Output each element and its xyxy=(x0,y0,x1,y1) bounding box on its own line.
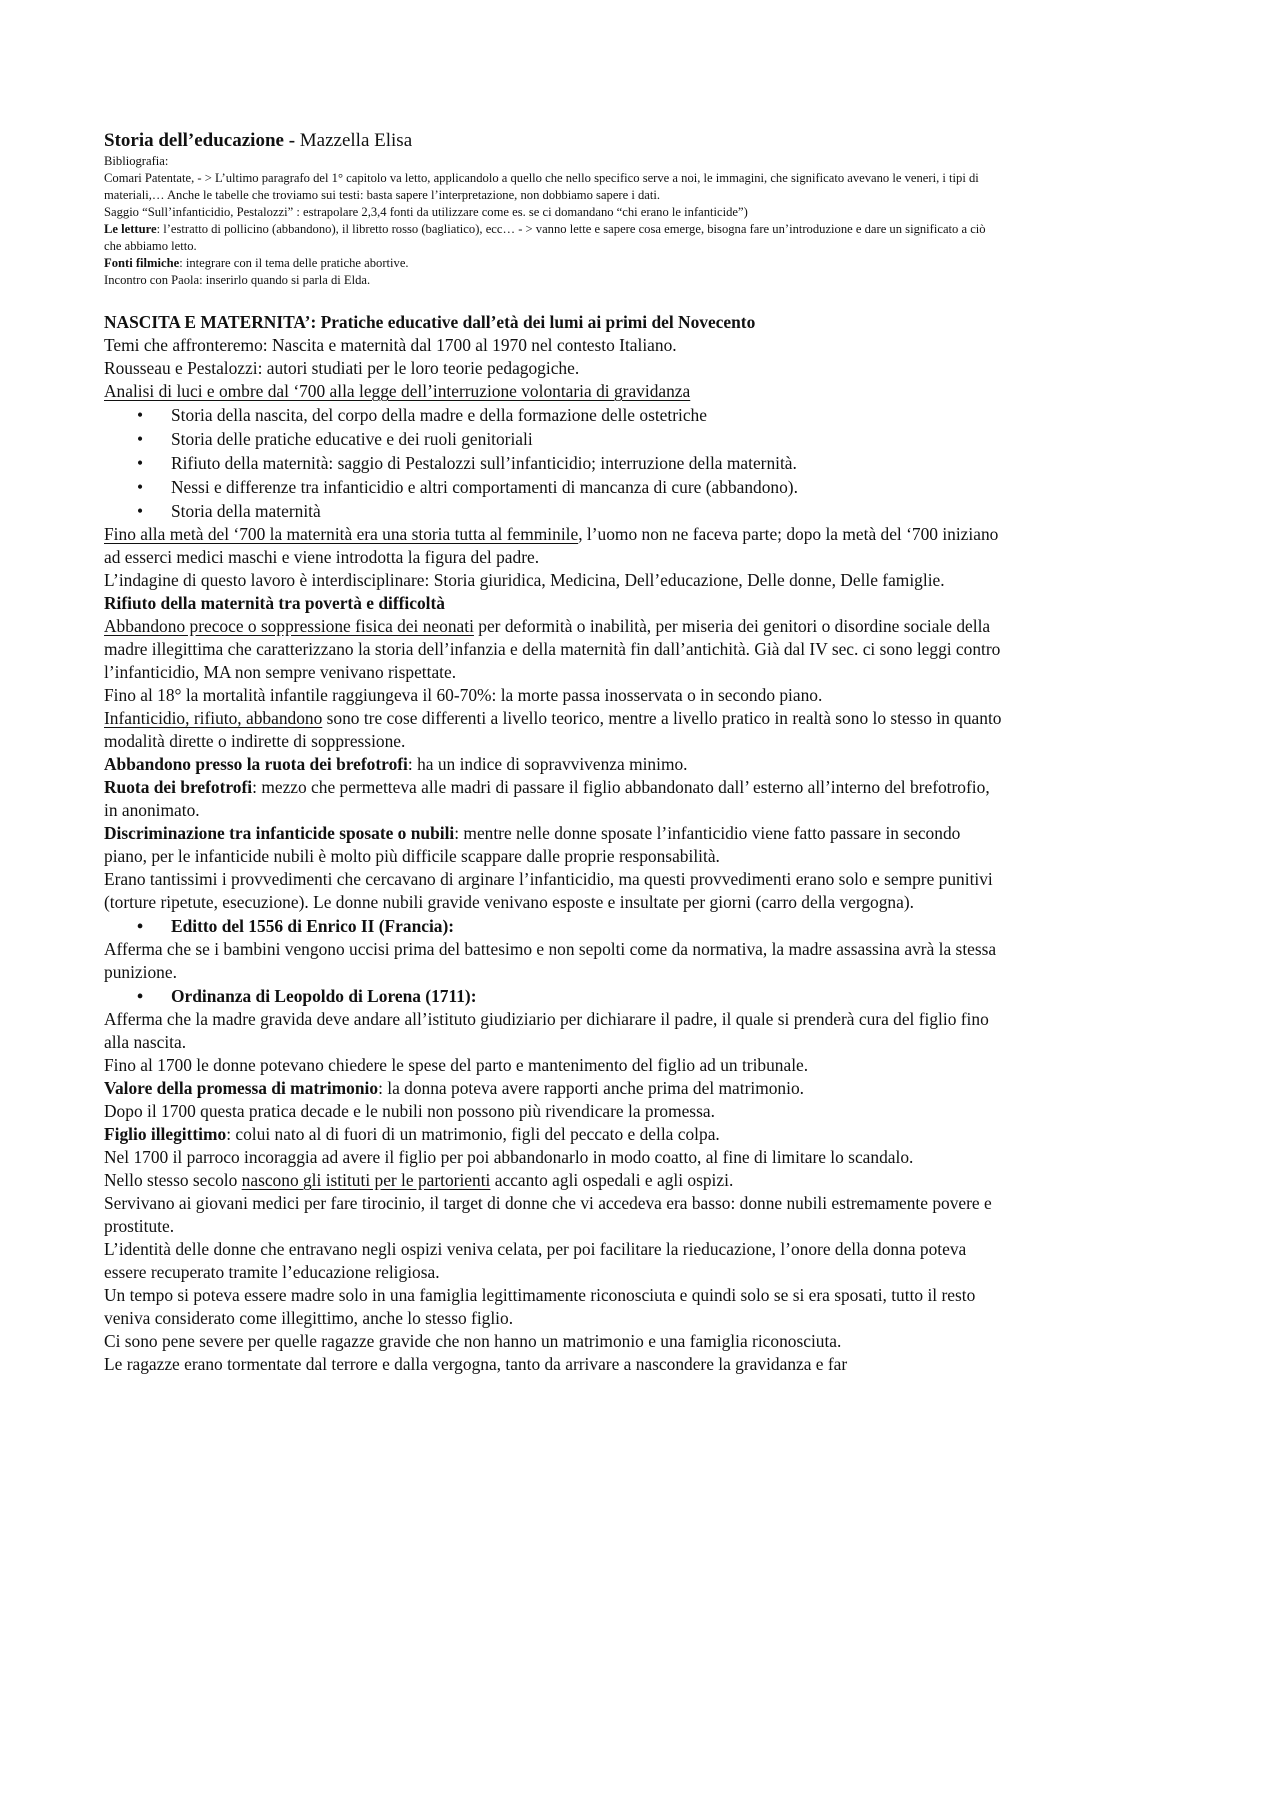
fonti-line xyxy=(104,255,1004,272)
list-item xyxy=(104,451,1004,475)
law-list xyxy=(104,984,1004,1008)
underlined-text: Infanticidio, rifiuto, abbandono xyxy=(104,708,323,728)
paragraph: Afferma che la madre gravida deve andare all’istituto giudiziario per dichiarare il padre, il quale si prenderà cura del figlio fino alla nascita. xyxy=(104,1009,989,1052)
paragraph: Nel 1700 il parroco incoraggia ad avere il figlio per poi abbandonarlo in modo coatto, al fine di limitare lo scandalo. xyxy=(104,1147,914,1167)
list-item-text: Editto del 1556 di Enrico II (Francia): xyxy=(171,916,455,936)
list-item-text: Storia delle pratiche educative e dei ruoli genitoriali xyxy=(171,429,533,449)
list-item xyxy=(104,475,1004,499)
paragraph xyxy=(104,776,1004,822)
paragraph-text: , l’uomo non ne faceva parte; dopo la metà del ‘700 iniziano ad esserci medici maschi e viene introdotta la figura del padre. xyxy=(104,524,999,567)
paragraph-text: sono tre cose differenti a livello teorico, mentre a livello pratico in realtà sono lo stesso in quanto modalità dirette o indirette di soppressione. xyxy=(104,708,1002,751)
bullet-icon: • xyxy=(137,501,144,521)
list-item xyxy=(104,914,1004,938)
list-item-text: Nessi e differenze tra infanticidio e altri comportamenti di mancanza di cure (abbandono). xyxy=(171,477,798,497)
bibliography-line: Comari Patentate, - > L’ultimo paragrafo del 1° capitolo va letto, applicandolo a quello che nello specifico serve a noi, le immagini, che significato avevano le veneri, i tipi di materiali,… Anche le tabelle che troviamo sui testi: basta sapere l’interpretazione, non dobbiamo sapere i dati. xyxy=(104,171,979,202)
underlined-text: Abbandono precoce o soppressione fisica dei neonati xyxy=(104,616,474,636)
paragraph: L’identità delle donne che entravano negli ospizi veniva celata, per poi facilitare la rieducazione, l’onore della donna poteva essere recuperato tramite l’educazione religiosa. xyxy=(104,1239,967,1282)
paragraph-text: accanto agli ospedali e agli ospizi. xyxy=(490,1170,734,1190)
bold-term: Discriminazione tra infanticide sposate o nubili xyxy=(104,823,455,843)
underlined-text: Fino alla metà del ‘700 la maternità era una storia tutta al femminile xyxy=(104,524,579,544)
bold-term: Abbandono presso la ruota dei brefotrofi xyxy=(104,754,408,774)
paragraph: Rousseau e Pestalozzi: autori studiati per le loro teorie pedagogiche. xyxy=(104,358,580,378)
paragraph: L’indagine di questo lavoro è interdisciplinare: Storia giuridica, Medicina, Dell’educazione, Delle donne, Delle famiglie. xyxy=(104,570,945,590)
paragraph: Ci sono pene severe per quelle ragazze gravide che non hanno un matrimonio e una famiglia riconosciuta. xyxy=(104,1331,842,1351)
bullet-icon: • xyxy=(137,429,144,449)
paragraph: Fino al 1700 le donne potevano chiedere le spese del parto e mantenimento del figlio ad un tribunale. xyxy=(104,1055,809,1075)
paragraph-text: : ha un indice di sopravvivenza minimo. xyxy=(407,754,688,774)
paragraph xyxy=(104,380,1004,403)
bullet-icon: • xyxy=(137,453,144,473)
list-item xyxy=(104,427,1004,451)
paragraph: Servivano ai giovani medici per fare tirocinio, il target di donne che vi accedeva era basso: donne nubili estremamente povere e prostitute. xyxy=(104,1193,992,1236)
bullet-icon: • xyxy=(137,916,144,936)
bibliography-label: Bibliografia: xyxy=(104,154,169,168)
list-item-text: Storia della nascita, del corpo della madre e della formazione delle ostetriche xyxy=(171,405,707,425)
letture-text: : l’estratto di pollicino (abbandono), il libretto rosso (bagliatico), ecc… - > vanno lette e sapere cosa emerge, bisogna fare un’introduzione e dare un significato a ciò che abbiamo letto. xyxy=(104,222,986,253)
paragraph: Erano tantissimi i provvedimenti che cercavano di arginare l’infanticidio, ma questi provvedimenti erano solo e sempre punitivi (torture ripetute, esecuzione). Le donne nubili gravide venivano esposte e insultate per giorni (carro della vergogna). xyxy=(104,869,993,912)
list-item-text: Rifiuto della maternità: saggio di Pestalozzi sull’infanticidio; interruzione della maternità. xyxy=(171,453,797,473)
section-heading: NASCITA E MATERNITA’: Pratiche educative dall’età dei lumi ai primi del Novecento xyxy=(104,312,756,332)
document-title xyxy=(104,129,1004,153)
paragraph: Fino al 18° la mortalità infantile raggiungeva il 60-70%: la morte passa inosservata o in secondo piano. xyxy=(104,685,823,705)
letture-label: Le letture xyxy=(104,222,157,236)
paragraph-text: : mezzo che permetteva alle madri di passare il figlio abbandonato dall’ esterno all’interno del brefotrofio, in anonimato. xyxy=(104,777,990,820)
paragraph xyxy=(104,1169,1004,1192)
topics-list xyxy=(104,403,1004,523)
paragraph: Afferma che se i bambini vengono uccisi prima del battesimo e non sepolti come da normativa, la madre assassina avrà la stessa punizione. xyxy=(104,939,997,982)
bullet-icon: • xyxy=(137,986,144,1006)
paragraph xyxy=(104,1123,1004,1146)
paragraph: Temi che affronteremo: Nascita e maternità dal 1700 al 1970 nel contesto Italiano. xyxy=(104,335,677,355)
bibliography-line: Saggio “Sull’infanticidio, Pestalozzi” : estrapolare 2,3,4 fonti da utilizzare come es. se ci domandano “chi erano le infanticide”) xyxy=(104,205,748,219)
list-item xyxy=(104,403,1004,427)
bullet-icon: • xyxy=(137,405,144,425)
list-item xyxy=(104,984,1004,1008)
document-page xyxy=(104,129,1004,1376)
spacer xyxy=(104,289,1004,311)
list-item-text: Storia della maternità xyxy=(171,501,321,521)
bullet-icon: • xyxy=(137,477,144,497)
list-item xyxy=(104,499,1004,523)
paragraph-text: : la donna poteva avere rapporti anche prima del matrimonio. xyxy=(378,1078,804,1098)
bold-term: Ruota dei brefotrofi xyxy=(104,777,253,797)
paragraph xyxy=(104,822,1004,868)
underlined-text: Analisi di luci e ombre dal ‘700 alla legge dell’interruzione volontaria di gravidanza xyxy=(104,381,691,401)
paragraph-text: per deformità o inabilità, per miseria dei genitori o disordine sociale della madre illegittima che caratterizzano la storia dell’infanzia e della maternità fin dall’antichità. Già dal IV sec. ci sono leggi contro l’infanticidio, MA non sempre venivano rispettate. xyxy=(104,616,1001,682)
paragraph xyxy=(104,753,1004,776)
bold-term: Valore della promessa di matrimonio xyxy=(104,1078,379,1098)
bibliography-section xyxy=(104,153,1004,289)
subsection-heading: Rifiuto della maternità tra povertà e difficoltà xyxy=(104,593,445,613)
paragraph xyxy=(104,615,1004,684)
paragraph-text: : colui nato al di fuori di un matrimonio, figli del peccato e della colpa. xyxy=(226,1124,720,1144)
paragraph xyxy=(104,707,1004,753)
law-list xyxy=(104,914,1004,938)
paragraph xyxy=(104,1077,1004,1100)
paragraph-text: Nello stesso secolo xyxy=(104,1170,242,1190)
paragraph: Dopo il 1700 questa pratica decade e le nubili non possono più rivendicare la promessa. xyxy=(104,1101,715,1121)
author-name: Mazzella Elisa xyxy=(299,130,413,151)
paragraph xyxy=(104,523,1004,569)
list-item-text: Ordinanza di Leopoldo di Lorena (1711): xyxy=(171,986,477,1006)
incontro-line: Incontro con Paola: inserirlo quando si parla di Elda. xyxy=(104,273,371,287)
paragraph: Le ragazze erano tormentate dal terrore e dalla vergogna, tanto da arrivare a nascondere la gravidanza e far xyxy=(104,1354,848,1374)
paragraph: Un tempo si poteva essere madre solo in una famiglia legittimamente riconosciuta e quindi solo se si era sposati, tutto il resto veniva considerato come illegittimo, anche lo stesso figlio. xyxy=(104,1285,976,1328)
fonti-label: Fonti filmiche xyxy=(104,256,180,270)
title-bold: Storia dell’educazione - xyxy=(104,130,300,151)
underlined-text: nascono gli istituti per le partorienti xyxy=(241,1170,491,1190)
fonti-text: : integrare con il tema delle pratiche abortive. xyxy=(179,256,409,270)
main-section xyxy=(104,311,1004,1376)
paragraph-text: : mentre nelle donne sposate l’infanticidio viene fatto passare in secondo piano, per le infanticide nubili è molto più difficile scappare dalle proprie responsabilità. xyxy=(104,823,961,866)
letture-line xyxy=(104,221,1004,255)
bold-term: Figlio illegittimo xyxy=(104,1124,227,1144)
